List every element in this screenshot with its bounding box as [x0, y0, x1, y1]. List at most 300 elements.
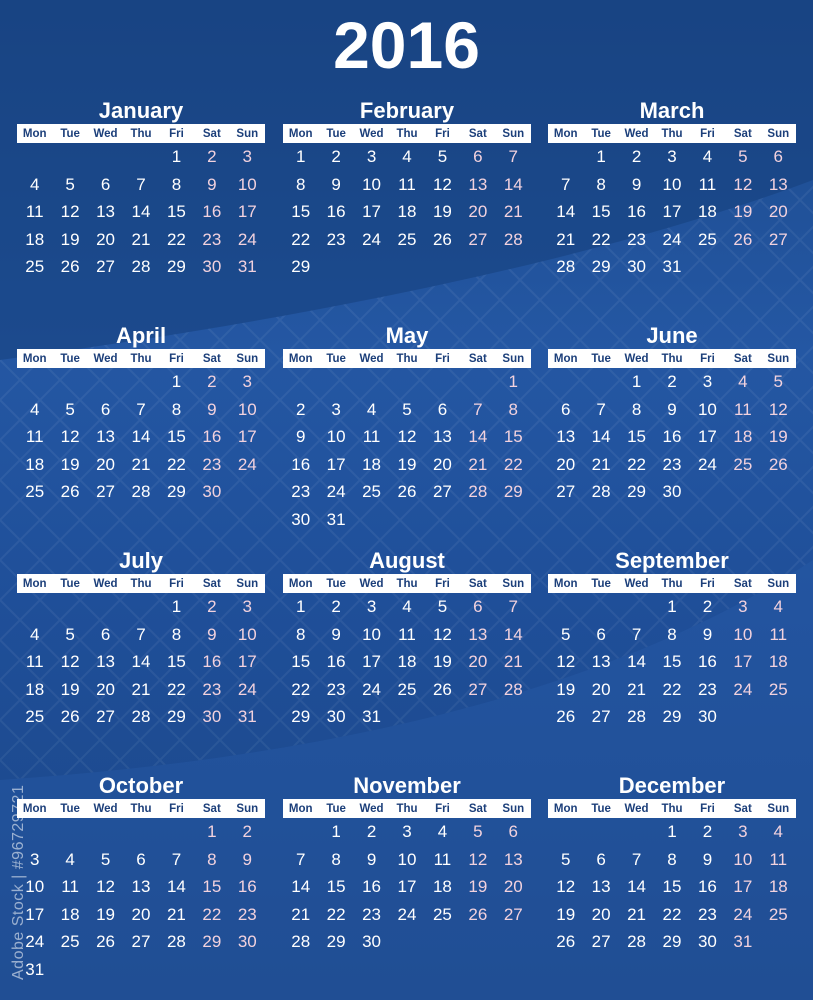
day-cell: 2 [702, 597, 713, 616]
weekday-label: Tue [591, 577, 611, 590]
day-cell: 22 [291, 679, 311, 699]
day-cell: 15 [291, 202, 311, 221]
day-cell: 3 [242, 372, 252, 391]
weekday-label: Tue [591, 802, 611, 815]
day-cell: 22 [202, 904, 222, 924]
weekday-label: Sat [202, 352, 221, 365]
weekday-label: Sun [236, 127, 259, 140]
days-grid [548, 593, 796, 731]
day-cell: 29 [291, 257, 311, 276]
day-cell: 26 [768, 454, 788, 474]
day-cell: 7 [508, 147, 518, 166]
empty-cell [548, 143, 583, 171]
weekday-label: Fri [435, 127, 450, 140]
day-cell: 13 [96, 202, 116, 221]
weekday-label: Wed [624, 127, 649, 140]
day-cell: 9 [207, 399, 217, 419]
day-cell: 24 [237, 454, 257, 474]
weekday-label: Wed [359, 577, 384, 590]
day-cell: 30 [362, 932, 382, 951]
weekday-label: Sun [767, 127, 790, 140]
day-cell: 4 [437, 822, 448, 841]
weekday-label: Mon [288, 127, 313, 140]
weekday-label: Sat [733, 802, 752, 815]
day-cell: 4 [366, 399, 377, 419]
day-cell: 11 [769, 624, 788, 644]
day-cell: 16 [326, 652, 346, 671]
day-cell: 15 [166, 652, 186, 671]
day-cell: 6 [508, 822, 518, 841]
day-cell: 28 [503, 229, 523, 249]
month-december [548, 773, 796, 956]
weekday-header [17, 124, 265, 143]
weekday-label: Sat [468, 127, 487, 140]
day-cell: 6 [596, 624, 606, 644]
month-may [283, 323, 531, 533]
month-september [548, 548, 796, 731]
day-cell: 22 [627, 454, 647, 474]
day-cell: 18 [397, 202, 417, 221]
day-cell: 18 [697, 202, 717, 221]
day-cell: 17 [362, 202, 382, 221]
weekday-header [17, 799, 265, 818]
day-cell: 27 [96, 707, 116, 726]
day-cell: 16 [627, 202, 647, 221]
weekday-label: Thu [396, 577, 418, 590]
day-cell: 5 [437, 147, 448, 166]
day-cell: 1 [331, 822, 341, 841]
weekday-label: Sat [733, 577, 752, 590]
day-cell: 25 [697, 229, 717, 249]
days-grid [17, 818, 265, 983]
day-cell: 26 [733, 229, 753, 249]
day-cell: 22 [662, 679, 682, 699]
day-cell: 25 [397, 229, 417, 249]
day-cell: 15 [591, 202, 611, 221]
day-cell: 1 [295, 597, 306, 616]
day-cell: 29 [503, 482, 523, 501]
day-cell: 17 [25, 904, 45, 924]
day-cell: 15 [166, 427, 186, 446]
day-cell: 29 [166, 257, 186, 276]
day-cell: 20 [96, 229, 116, 249]
weekday-label: Thu [130, 352, 152, 365]
month-april [17, 323, 265, 506]
month-name: July [118, 548, 164, 573]
month-august [283, 548, 531, 731]
day-cell: 15 [291, 652, 311, 671]
day-cell: 9 [631, 174, 642, 194]
day-cell: 21 [503, 202, 523, 221]
day-cell: 19 [60, 454, 80, 474]
empty-cell [159, 818, 194, 846]
weekday-label: Tue [591, 352, 611, 365]
empty-cell [52, 593, 87, 621]
day-cell: 22 [166, 454, 186, 474]
day-cell: 20 [96, 679, 116, 699]
weekday-label: Thu [661, 127, 683, 140]
days-grid [548, 818, 796, 956]
day-cell: 2 [295, 399, 306, 419]
day-cell: 24 [25, 932, 45, 951]
weekday-label: Tue [326, 352, 346, 365]
day-cell: 22 [166, 679, 186, 699]
day-cell: 22 [326, 904, 346, 924]
day-cell: 17 [237, 652, 257, 671]
day-cell: 5 [473, 822, 483, 841]
month-name: September [615, 548, 729, 573]
day-cell: 2 [242, 822, 252, 841]
weekday-label: Sat [468, 352, 487, 365]
day-cell: 10 [326, 427, 346, 446]
day-cell: 13 [556, 427, 576, 446]
weekday-label: Sun [767, 352, 790, 365]
weekday-label: Wed [359, 802, 384, 815]
weekday-label: Tue [591, 127, 611, 140]
month-name: November [353, 773, 461, 798]
day-cell: 9 [331, 174, 341, 194]
day-cell: 30 [326, 707, 346, 726]
day-cell: 17 [662, 202, 682, 221]
day-cell: 31 [733, 932, 753, 951]
day-cell: 19 [468, 877, 488, 896]
day-cell: 8 [667, 849, 677, 869]
day-cell: 25 [362, 482, 382, 501]
weekday-label: Mon [22, 802, 47, 815]
weekday-header [17, 574, 265, 593]
weekday-header [548, 124, 796, 143]
day-cell: 3 [242, 597, 252, 616]
day-cell: 6 [473, 597, 483, 616]
day-cell: 30 [697, 707, 717, 726]
day-cell: 11 [398, 624, 416, 644]
empty-cell [17, 368, 52, 396]
day-cell: 17 [237, 202, 257, 221]
day-cell: 6 [560, 399, 571, 419]
day-cell: 11 [769, 849, 788, 869]
day-cell: 8 [331, 849, 341, 869]
days-grid [548, 143, 796, 281]
day-cell: 6 [473, 147, 483, 166]
day-cell: 10 [397, 849, 417, 869]
day-cell: 16 [697, 877, 717, 896]
day-cell: 22 [166, 229, 186, 249]
day-cell: 7 [596, 399, 606, 419]
day-cell: 21 [131, 229, 151, 249]
weekday-header [283, 574, 531, 593]
day-cell: 7 [631, 849, 642, 869]
weekday-label: Thu [130, 577, 152, 590]
calendar-year-title: 2016 [333, 8, 480, 82]
day-cell: 13 [96, 427, 116, 446]
empty-cell [583, 593, 618, 621]
day-cell: 24 [397, 904, 417, 924]
weekday-label: Wed [359, 352, 384, 365]
day-cell: 4 [773, 822, 783, 841]
days-grid [283, 593, 531, 731]
day-cell: 25 [397, 679, 417, 699]
day-cell: 9 [667, 399, 677, 419]
day-cell: 1 [631, 372, 642, 391]
day-cell: 19 [397, 454, 417, 474]
day-cell: 15 [326, 877, 346, 896]
weekday-label: Sun [502, 577, 525, 590]
day-cell: 28 [166, 932, 186, 951]
day-cell: 11 [25, 652, 44, 671]
weekday-label: Sun [236, 352, 259, 365]
day-cell: 3 [29, 849, 40, 869]
day-cell: 2 [667, 372, 677, 391]
day-cell: 23 [237, 904, 257, 924]
empty-cell [88, 143, 123, 171]
day-cell: 5 [560, 624, 571, 644]
month-january [17, 98, 265, 281]
day-cell: 27 [768, 229, 788, 249]
empty-cell [548, 368, 583, 396]
month-name: April [115, 323, 167, 348]
day-cell: 21 [627, 679, 647, 699]
empty-cell [52, 818, 87, 846]
day-cell: 14 [556, 202, 576, 221]
day-cell: 30 [202, 257, 222, 276]
day-cell: 19 [733, 202, 753, 221]
day-cell: 20 [96, 454, 116, 474]
day-cell: 12 [768, 399, 788, 419]
day-cell: 25 [60, 932, 80, 951]
day-cell: 1 [171, 372, 182, 391]
empty-cell [123, 368, 158, 396]
day-cell: 24 [697, 454, 717, 474]
weekday-label: Tue [326, 127, 346, 140]
empty-cell [88, 368, 123, 396]
days-grid [17, 593, 265, 731]
day-cell: 25 [768, 904, 788, 924]
day-cell: 14 [627, 652, 647, 671]
day-cell: 12 [733, 174, 753, 194]
day-cell: 18 [362, 454, 382, 474]
day-cell: 8 [667, 624, 677, 644]
day-cell: 26 [60, 482, 80, 501]
weekday-label: Sun [502, 127, 525, 140]
day-cell: 31 [25, 959, 45, 979]
weekday-header [548, 349, 796, 368]
empty-cell [619, 818, 654, 846]
empty-cell [619, 593, 654, 621]
day-cell: 12 [556, 652, 576, 671]
empty-cell [123, 818, 158, 846]
day-cell: 5 [560, 849, 571, 869]
day-cell: 1 [508, 372, 518, 391]
day-cell: 17 [697, 427, 717, 446]
empty-cell [283, 818, 318, 846]
weekday-label: Fri [169, 802, 184, 815]
day-cell: 10 [362, 624, 382, 644]
day-cell: 6 [100, 399, 111, 419]
day-cell: 26 [432, 229, 452, 249]
day-cell: 6 [773, 147, 783, 166]
day-cell: 23 [662, 454, 682, 474]
month-name: May [385, 323, 429, 348]
weekday-label: Wed [93, 127, 118, 140]
weekday-label: Thu [661, 577, 683, 590]
day-cell: 15 [662, 652, 682, 671]
day-cell: 18 [397, 652, 417, 671]
day-cell: 26 [556, 932, 576, 951]
day-cell: 21 [166, 904, 186, 924]
weekday-label: Mon [553, 127, 578, 140]
day-cell: 23 [326, 229, 346, 249]
weekday-label: Thu [396, 802, 418, 815]
day-cell: 18 [25, 454, 45, 474]
weekday-label: Mon [288, 802, 313, 815]
weekday-label: Tue [60, 802, 80, 815]
day-cell: 12 [556, 877, 576, 896]
weekday-label: Sat [202, 802, 221, 815]
day-cell: 4 [738, 372, 748, 391]
month-name: January [98, 98, 184, 123]
day-cell: 4 [402, 597, 412, 616]
day-cell: 9 [702, 624, 713, 644]
day-cell: 11 [61, 877, 79, 896]
day-cell: 1 [207, 822, 217, 841]
day-cell: 8 [508, 399, 518, 419]
weekday-label: Mon [288, 577, 313, 590]
day-cell: 25 [768, 679, 788, 699]
month-july [17, 548, 265, 731]
day-cell: 20 [468, 652, 488, 671]
day-cell: 9 [207, 174, 217, 194]
day-cell: 4 [773, 597, 783, 616]
day-cell: 28 [131, 707, 151, 726]
day-cell: 14 [291, 877, 311, 896]
weekday-label: Thu [130, 802, 152, 815]
empty-cell [548, 818, 583, 846]
day-cell: 9 [331, 624, 341, 644]
day-cell: 13 [591, 877, 611, 896]
days-grid [283, 818, 531, 956]
day-cell: 23 [326, 679, 346, 699]
day-cell: 16 [202, 652, 222, 671]
day-cell: 2 [702, 822, 713, 841]
days-grid [17, 368, 265, 506]
weekday-label: Wed [93, 802, 118, 815]
day-cell: 9 [207, 624, 217, 644]
day-cell: 7 [560, 174, 571, 194]
day-cell: 16 [291, 454, 311, 474]
day-cell: 31 [662, 257, 682, 276]
day-cell: 23 [202, 229, 222, 249]
day-cell: 14 [131, 652, 151, 671]
day-cell: 8 [171, 399, 182, 419]
day-cell: 7 [295, 849, 306, 869]
day-cell: 5 [402, 399, 412, 419]
weekday-label: Fri [700, 577, 715, 590]
day-cell: 1 [667, 597, 677, 616]
day-cell: 5 [65, 174, 75, 194]
day-cell: 10 [362, 174, 382, 194]
day-cell: 3 [366, 597, 377, 616]
day-cell: 28 [503, 679, 523, 699]
empty-cell [88, 818, 123, 846]
day-cell: 25 [25, 482, 45, 501]
day-cell: 9 [366, 849, 377, 869]
day-cell: 13 [768, 174, 788, 194]
empty-cell [354, 368, 389, 396]
day-cell: 10 [697, 399, 717, 419]
day-cell: 13 [503, 849, 523, 869]
weekday-label: Sat [733, 352, 752, 365]
weekday-label: Sun [767, 802, 790, 815]
day-cell: 13 [468, 624, 488, 644]
day-cell: 29 [166, 707, 186, 726]
day-cell: 11 [734, 399, 752, 419]
day-cell: 7 [473, 399, 483, 419]
day-cell: 18 [25, 229, 45, 249]
weekday-header [17, 349, 265, 368]
day-cell: 28 [627, 932, 647, 951]
day-cell: 19 [96, 904, 116, 924]
weekday-header [548, 574, 796, 593]
day-cell: 20 [503, 877, 523, 896]
day-cell: 4 [702, 147, 713, 166]
day-cell: 20 [468, 202, 488, 221]
day-cell: 26 [60, 707, 80, 726]
day-cell: 1 [295, 147, 306, 166]
day-cell: 19 [556, 679, 576, 699]
day-cell: 10 [662, 174, 682, 194]
day-cell: 6 [100, 624, 111, 644]
empty-cell [52, 368, 87, 396]
empty-cell [283, 368, 318, 396]
empty-cell [88, 593, 123, 621]
day-cell: 27 [503, 904, 523, 924]
day-cell: 6 [437, 399, 448, 419]
day-cell: 24 [362, 229, 382, 249]
day-cell: 18 [60, 904, 80, 924]
day-cell: 8 [596, 174, 606, 194]
day-cell: 6 [100, 174, 111, 194]
day-cell: 22 [503, 454, 523, 474]
day-cell: 19 [432, 652, 452, 671]
day-cell: 3 [402, 822, 412, 841]
day-cell: 17 [733, 877, 753, 896]
day-cell: 1 [171, 597, 182, 616]
day-cell: 28 [556, 257, 576, 276]
weekday-label: Sun [502, 352, 525, 365]
day-cell: 5 [100, 849, 111, 869]
day-cell: 20 [432, 454, 452, 474]
day-cell: 4 [29, 624, 40, 644]
day-cell: 2 [631, 147, 642, 166]
weekday-label: Sun [502, 802, 525, 815]
day-cell: 22 [291, 229, 311, 249]
weekday-label: Sun [767, 577, 790, 590]
day-cell: 2 [207, 597, 217, 616]
day-cell: 20 [131, 904, 151, 924]
day-cell: 21 [131, 454, 151, 474]
day-cell: 11 [433, 849, 452, 869]
day-cell: 27 [591, 932, 611, 951]
day-cell: 21 [291, 904, 311, 924]
day-cell: 28 [131, 257, 151, 276]
day-cell: 27 [432, 482, 452, 501]
day-cell: 12 [468, 849, 488, 869]
day-cell: 23 [202, 454, 222, 474]
day-cell: 30 [202, 707, 222, 726]
weekday-header [283, 124, 531, 143]
day-cell: 17 [237, 427, 257, 446]
day-cell: 4 [29, 399, 40, 419]
